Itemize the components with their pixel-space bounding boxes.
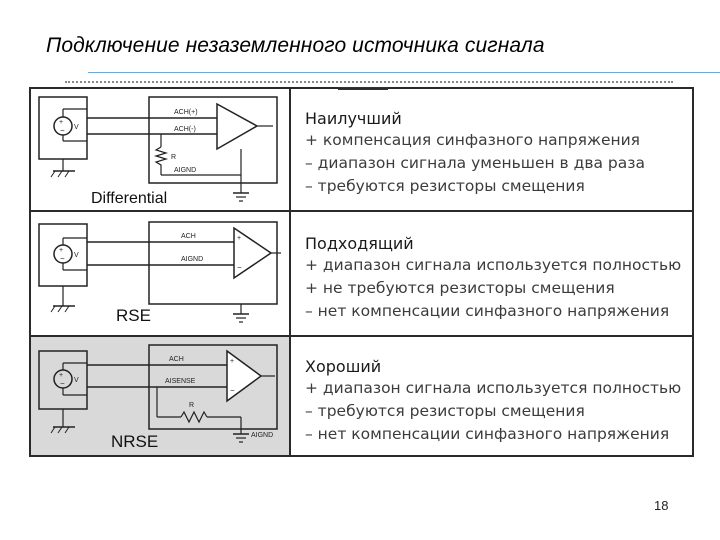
description-good bbox=[305, 357, 681, 446]
description-line: + диапазон сигнала используется полностью bbox=[305, 379, 682, 397]
bias-resistor-icon bbox=[181, 412, 207, 422]
svg-text:−: − bbox=[237, 263, 242, 272]
pin-label: AIGND bbox=[251, 432, 274, 439]
amplifier-icon bbox=[217, 104, 257, 149]
comparison-table bbox=[29, 87, 694, 457]
pin-label: R bbox=[189, 402, 195, 409]
svg-text:+: + bbox=[59, 119, 64, 126]
svg-text:+: + bbox=[230, 358, 235, 365]
pin-label: ACH bbox=[169, 356, 184, 363]
description-line: – нет компенсации синфазного напряжения bbox=[305, 302, 670, 320]
circuit-panel-nrse bbox=[31, 337, 291, 455]
bias-resistor-icon bbox=[156, 147, 166, 175]
circuit-type-label: RSE bbox=[116, 306, 151, 325]
pin-label: ACH bbox=[181, 233, 196, 240]
description-line: – требуются резисторы смещения bbox=[305, 177, 585, 195]
nrse-circuit-diagram bbox=[31, 337, 289, 455]
svg-text:+: + bbox=[59, 247, 64, 254]
svg-text:−: − bbox=[60, 379, 65, 388]
slide-title: Подключение незаземленного источника сигнала bbox=[46, 34, 545, 57]
description-line: – диапазон сигнала уменьшен в два раза bbox=[305, 154, 645, 172]
svg-text:−: − bbox=[230, 386, 235, 395]
svg-text:−: − bbox=[60, 126, 65, 135]
pin-label: AISENSE bbox=[165, 378, 196, 385]
svg-text:−: − bbox=[60, 254, 65, 263]
svg-text:+: + bbox=[59, 372, 64, 379]
differential-circuit-diagram bbox=[31, 89, 289, 210]
decorative-bars bbox=[338, 87, 388, 90]
svg-text:+: + bbox=[237, 235, 242, 242]
pin-label: ACH(+) bbox=[174, 109, 198, 116]
page-number: 18 bbox=[654, 498, 669, 513]
pin-label: AIGND bbox=[181, 256, 204, 263]
description-line: – нет компенсации синфазного напряжения bbox=[305, 425, 670, 443]
circuit-type-label: NRSE bbox=[111, 432, 159, 451]
pin-label: ACH(-) bbox=[174, 126, 196, 133]
description-suitable bbox=[305, 234, 681, 323]
source-label: V bbox=[74, 252, 79, 259]
rating-heading: Наилучший bbox=[305, 109, 402, 128]
source-label: V bbox=[74, 124, 79, 131]
description-best bbox=[305, 109, 645, 198]
pin-label: AIGND bbox=[174, 167, 197, 174]
circuit-panel-differential bbox=[31, 89, 291, 210]
pin-label: R bbox=[171, 154, 177, 161]
circuit-panel-rse bbox=[31, 212, 291, 335]
description-line: + компенсация синфазного напряжения bbox=[305, 131, 641, 149]
circuit-type-label: Differential bbox=[91, 190, 168, 207]
daq-board-box bbox=[149, 97, 277, 183]
description-line: – требуются резисторы смещения bbox=[305, 402, 585, 420]
rating-heading: Хороший bbox=[305, 357, 382, 376]
title-underline bbox=[88, 72, 720, 73]
description-line: + не требуются резисторы смещения bbox=[305, 279, 615, 297]
daq-board-box bbox=[149, 222, 277, 304]
description-line: + диапазон сигнала используется полностью bbox=[305, 256, 682, 274]
dotted-divider bbox=[65, 81, 673, 83]
rse-circuit-diagram bbox=[31, 212, 289, 335]
source-label: V bbox=[74, 377, 79, 384]
rating-heading: Подходящий bbox=[305, 234, 414, 253]
